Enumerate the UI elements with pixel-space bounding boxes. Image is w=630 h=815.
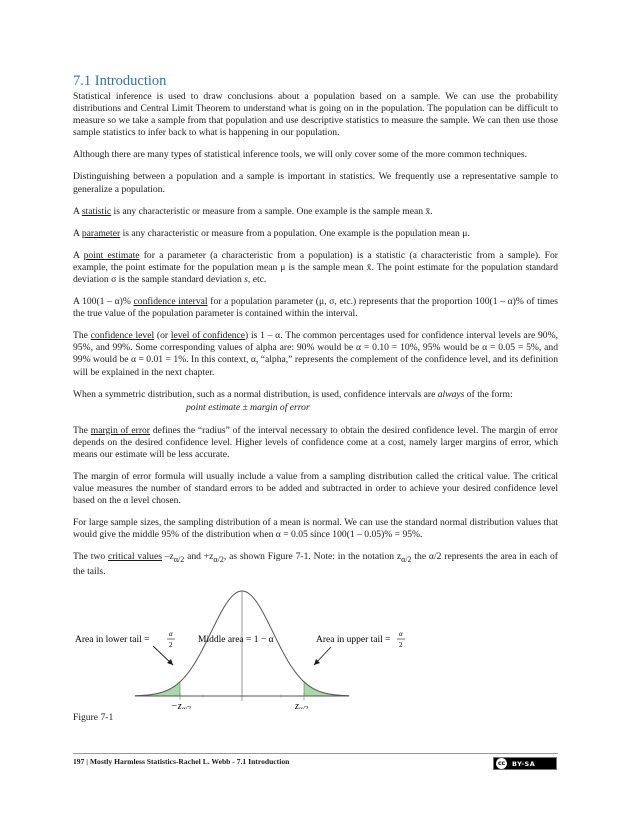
page-content [73,74,558,723]
paragraph-confidence-interval [73,296,558,320]
paragraph-confidence-level [73,330,558,378]
page-footer: 197 | Mostly Harmless Statistics-Rachel L. Webb - 7.1 Introduction [73,757,290,766]
lower-frac-num: α [169,629,173,638]
term-parameter: parameter [81,227,121,239]
paragraph-critical-value: The margin of error formula will usually include a value from a sampling distribution called the critical value. The critical value measures the number of standard errors to be added and subtracted in order to achieve your desired confidence level based on the α level chosen. [73,471,558,507]
text: and +z [184,551,214,563]
paragraph-statistic [73,206,558,218]
lower-frac-den: 2 [169,640,173,649]
middle-area-label: Middle area = 1 − α [198,634,274,645]
upper-frac-num: α [399,629,403,638]
term-level-of-confidence: level of confidence [170,330,246,342]
term-confidence-interval: confidence interval [133,296,208,308]
footer-divider [73,753,558,754]
text-end: the α/2 represents the area in each of the tails. [73,551,558,578]
section-title: 7.1 Introduction [73,73,167,89]
upper-tail-label: Area in upper tail = [316,634,391,645]
article: A [73,227,82,239]
symbol-s: s [244,273,248,285]
figure-caption: Figure 7-1 [73,711,114,723]
article: The [73,330,91,342]
term-point-estimate: point estimate [83,249,140,261]
paragraph-population-sample: Distinguishing between a population and a sample is important in statistics. We frequently use a representative sample to generalize a population. [73,171,558,195]
definition-start: A 100(1 – α)% [73,296,134,308]
emphasis-always: always [437,388,465,400]
article: A [73,249,84,261]
definition-text: for a population parameter (μ, σ, etc.) represents that the proportion 100(1 – α)% of times the true value of the population parameter is contained within the interval. [73,296,559,320]
definition-mid: (or [154,330,171,342]
definition-text: is any characteristic or measure from a population. One example is the population mean μ. [120,227,470,239]
paragraph-critical-values [73,551,558,578]
normal-curve-svg [73,589,558,709]
cc-license-badge[interactable] [493,757,557,770]
definition-text: ) is 1 – α. The common percentages used for confidence interval levels are 90%, 95%, and 99%. Some corresponding values of alpha are: 90% would be α = 0.10 = 10%, 95% would be α = 0.05 = 5%, and 99% would be α = 0.01 = 1%. In this context, α, “alpha,” represents the complement of the confidence level, and its definition will be explained in the next chapter. [73,330,558,378]
paragraph-large-samples: For large sample sizes, the sampling distribution of a mean is normal. We can use the standard normal distribution values that would give the middle 95% of the distribution when α = 0.05 since 100(1 – 0.05)% = 95%. [73,517,558,541]
subscript: α/2 [401,555,412,565]
formula-confidence-interval: point estimate ± margin of error [186,401,310,413]
definition-text: defines the “radius” of the interval necessary to obtain the desired confidence level. The margin of error depends on the desired confidence level. Higher levels of confidence come at a cost, namely larger margins of error, which means our estimate will be less accurate. [73,424,558,460]
paragraph-tools: Although there are many types of statistical inference tools, we will only cover some of the more common techniques. [73,149,527,161]
paragraph-parameter [73,228,558,240]
neg-z-label: $-z_{\alpha/2}$ [171,700,191,709]
paragraph-margin-of-error [73,425,558,461]
definition-end: , etc. [247,273,267,285]
definition-text: for a parameter (a characteristic from a population) is a statistic (a characteristic from a sample). For example, the point estimate for the population mean μ is the sample mean x̄. The point estimate for the population standard deviation σ is the sample standard deviation [73,249,558,285]
paragraph-intro: Statistical inference is used to draw conclusions about a population based on a sample. We can use the probability distributions and Central Limit Theorem to understand what is going on in the population. The population can be difficult to measure so we take a sample from that population and use descriptive statistics to measure the sample. We can then use those sample statistics to infer back to what is happening in our population. [73,90,558,139]
text-start: When a symmetric distribution, such as a normal distribution, is used, confidence intervals are [73,388,438,400]
license-label: BY-SA [512,759,536,768]
subscript: α/2 [213,555,224,565]
article: A [73,205,82,217]
cc-icon: cc [497,760,506,767]
text: , as shown Figure 7-1. Note: in the notation z [223,551,402,563]
lower-tail-label: Area in lower tail = [75,634,150,645]
text-start: The two [73,551,108,563]
article: The [73,424,91,436]
term-critical-values: critical values [107,551,162,563]
term-statistic: statistic [81,205,112,217]
text-end: of the form: [464,388,513,400]
text: –z [161,551,174,563]
upper-frac-den: 2 [399,640,403,649]
term-confidence-level: confidence level [90,330,155,342]
definition-text: is any characteristic or measure from a sample. One example is the sample mean x̄. [111,205,433,217]
term-margin-of-error: margin of error [90,424,151,436]
paragraph-point-estimate [73,250,558,286]
pos-z-label: $z_{\alpha/2}$ [295,700,309,709]
figure-normal-curve [73,589,558,709]
subscript: α/2 [173,555,185,565]
paragraph-symmetric [73,389,558,401]
